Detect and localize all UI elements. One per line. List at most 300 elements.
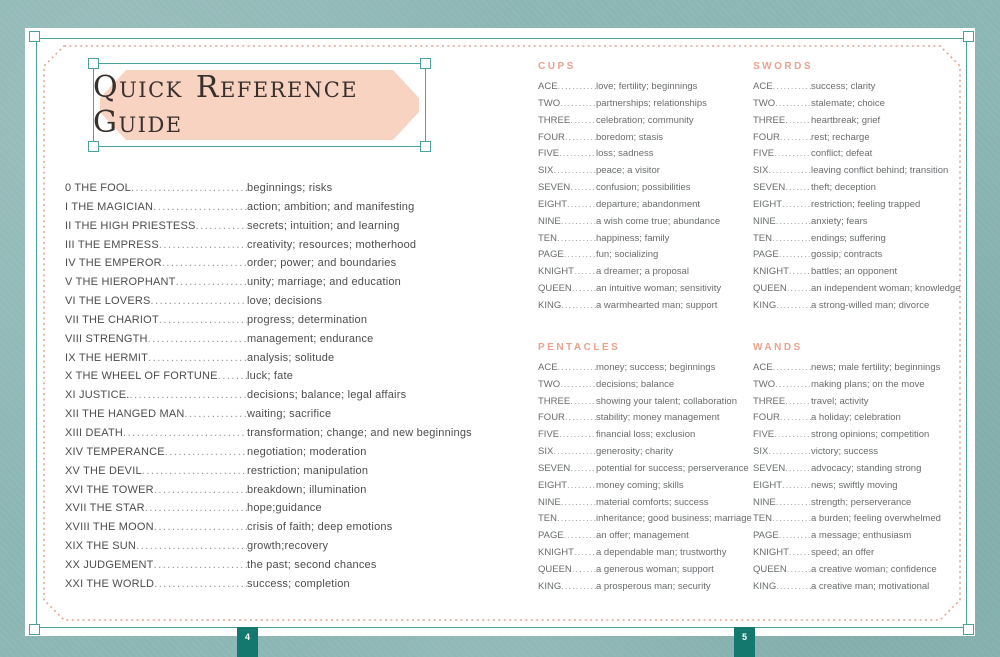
dot-leader: [574, 264, 596, 281]
minor-arcana-grid: [538, 61, 974, 596]
rank-lead: [753, 146, 811, 163]
rank-meaning: gossip; contracts: [811, 249, 883, 261]
card-meaning: secrets; intuition; and learning: [247, 219, 400, 232]
card-meaning: the past; second chances: [247, 558, 377, 571]
rank-name: KNIGHT: [538, 547, 574, 559]
dot-leader: [145, 499, 247, 518]
rank-meaning: showing your talent; collaboration: [596, 395, 738, 407]
card-name: VIII STRENGTH: [65, 332, 148, 345]
rank-lead: [753, 113, 811, 130]
rank-meaning: partnerships; relationships: [596, 97, 707, 109]
major-arcana-row: [65, 518, 501, 537]
rank-lead: [538, 197, 596, 214]
rank-name: THREE: [538, 395, 571, 407]
rank-meaning: strength; perserverance: [811, 496, 912, 508]
corner-knot-icon: [29, 31, 40, 42]
rank-meaning: decisions; balance: [596, 378, 675, 390]
rank-lead: [753, 461, 811, 478]
rank-meaning: a creative woman; confidence: [811, 563, 937, 575]
dot-leader: [557, 511, 596, 528]
dot-leader: [558, 360, 596, 377]
rank-meaning: confusion; possibilities: [596, 182, 691, 194]
dot-leader: [768, 163, 811, 180]
rank-lead: [753, 163, 811, 180]
dot-leader: [136, 537, 247, 556]
suit-row: [753, 96, 974, 113]
dot-leader: [159, 311, 247, 330]
suit-row: [753, 444, 974, 461]
rank-lead: [538, 360, 596, 377]
card-meaning: analysis; solitude: [247, 351, 335, 364]
rank-lead: [538, 562, 596, 579]
rank-name: NINE: [538, 215, 561, 227]
dot-leader: [154, 556, 247, 575]
rank-name: KING: [538, 580, 562, 592]
rank-name: FIVE: [753, 429, 775, 441]
rank-name: TWO: [538, 97, 561, 109]
card-lead: [65, 254, 247, 273]
dot-leader: [561, 579, 596, 596]
rank-meaning: theft; deception: [811, 182, 876, 194]
suit-row: [538, 360, 750, 377]
card-name: XVI THE TOWER: [65, 483, 154, 496]
dot-leader: [789, 545, 811, 562]
dot-leader: [768, 444, 811, 461]
rank-name: KNIGHT: [753, 547, 789, 559]
major-arcana-row: [65, 273, 501, 292]
suit-row: [753, 197, 974, 214]
rank-meaning: restriction; feeling trapped: [811, 198, 921, 210]
rank-meaning: travel; activity: [811, 395, 869, 407]
dot-leader: [785, 394, 811, 411]
card-lead: [65, 462, 247, 481]
dot-leader: [787, 281, 811, 298]
major-arcana-row: [65, 330, 501, 349]
rank-lead: [538, 478, 596, 495]
card-meaning: creativity; resources; motherhood: [247, 238, 417, 251]
card-meaning: restriction; manipulation: [247, 464, 369, 477]
rank-name: PAGE: [538, 249, 564, 261]
suit-row: [538, 528, 750, 545]
rank-lead: [538, 214, 596, 231]
rank-meaning: news; male fertility; beginnings: [811, 361, 941, 373]
card-name: XV THE DEVIL: [65, 464, 142, 477]
dot-leader: [159, 236, 247, 255]
suit-row: [538, 146, 750, 163]
rank-meaning: stalemate; choice: [811, 97, 885, 109]
card-lead: [65, 311, 247, 330]
major-arcana-row: [65, 311, 501, 330]
rank-lead: [753, 478, 811, 495]
dot-leader: [196, 217, 247, 236]
rank-lead: [753, 360, 811, 377]
suit-row: [753, 427, 974, 444]
page-spread: [25, 28, 975, 636]
card-meaning: crisis of faith; deep emotions: [247, 521, 393, 534]
suit-row: [538, 495, 750, 512]
card-meaning: decisions; balance; legal affairs: [247, 389, 407, 402]
rank-meaning: material comforts; success: [596, 496, 709, 508]
suit-row: [753, 180, 974, 197]
rank-name: FIVE: [753, 148, 775, 160]
suit-row: [753, 214, 974, 231]
suit-row: [538, 427, 750, 444]
rank-name: FIVE: [538, 429, 560, 441]
rank-lead: [753, 427, 811, 444]
suit-header: CUPS: [538, 61, 576, 72]
rank-lead: [753, 231, 811, 248]
corner-knot-icon: [963, 624, 974, 635]
card-name: XIX THE SUN: [65, 540, 137, 553]
dot-leader: [785, 180, 811, 197]
card-meaning: breakdown; illumination: [247, 483, 367, 496]
suit-row: [753, 163, 974, 180]
major-arcana-row: [65, 198, 501, 217]
suit-row: [538, 394, 750, 411]
card-meaning: beginnings; risks: [247, 182, 333, 194]
card-name: XVII THE STAR: [65, 502, 145, 515]
rank-meaning: a generous woman; support: [596, 563, 714, 575]
rank-lead: [753, 495, 811, 512]
rank-lead: [753, 214, 811, 231]
rank-meaning: a creative man; motivational: [811, 580, 930, 592]
rank-name: NINE: [538, 496, 561, 508]
rank-lead: [753, 264, 811, 281]
dot-leader: [153, 198, 247, 217]
dot-leader: [553, 163, 596, 180]
rank-name: TWO: [753, 97, 776, 109]
card-lead: [65, 405, 247, 424]
dot-leader: [559, 146, 596, 163]
rank-name: ACE: [753, 81, 773, 92]
card-meaning: success; completion: [247, 577, 350, 590]
major-arcana-row: [65, 462, 501, 481]
rank-name: ACE: [538, 361, 558, 373]
suit-row: [753, 79, 974, 96]
suit-header: WANDS: [753, 341, 803, 353]
dot-leader: [787, 562, 811, 579]
suit-row: [753, 298, 974, 315]
dot-leader: [785, 461, 811, 478]
rank-lead: [538, 163, 596, 180]
dot-leader: [218, 367, 247, 386]
dot-leader: [558, 79, 596, 96]
rank-name: FIVE: [538, 148, 560, 160]
card-meaning: hope;guidance: [247, 502, 322, 515]
card-name: IX THE HERMIT: [65, 351, 149, 364]
corner-knot-icon: [29, 624, 40, 635]
dot-leader: [142, 462, 247, 481]
card-meaning: progress; determination: [247, 313, 368, 326]
suit-row: [753, 113, 974, 130]
dot-leader: [561, 214, 596, 231]
dot-leader: [130, 386, 247, 405]
rank-lead: [538, 579, 596, 596]
suit-row: [538, 562, 750, 579]
dot-leader: [559, 427, 596, 444]
rank-lead: [538, 528, 596, 545]
rank-name: KING: [753, 580, 777, 592]
dot-leader: [574, 545, 596, 562]
rank-name: SEVEN: [753, 182, 786, 194]
rank-name: QUEEN: [753, 563, 787, 575]
suit-section: [753, 342, 974, 596]
rank-lead: [538, 146, 596, 163]
rank-meaning: departure; abandonment: [596, 198, 701, 210]
card-name: I THE MAGICIAN: [65, 200, 154, 213]
dot-leader: [785, 113, 811, 130]
rank-meaning: a burden; feeling overwhelmed: [811, 513, 941, 525]
card-meaning: management; endurance: [247, 332, 374, 345]
card-name: XIII DEATH: [65, 426, 124, 439]
major-arcana-row: [65, 236, 501, 255]
card-lead: [65, 198, 247, 217]
rank-name: THREE: [753, 114, 786, 126]
rank-meaning: speed; an offer: [811, 547, 875, 559]
rank-meaning: endings; suffering: [811, 232, 886, 244]
suit-row: [753, 231, 974, 248]
rank-lead: [753, 410, 811, 427]
rank-name: SIX: [753, 165, 769, 177]
card-lead: [65, 537, 247, 556]
rank-meaning: battles; an opponent: [811, 266, 898, 278]
rank-meaning: money; success; beginnings: [596, 361, 716, 373]
dot-leader: [131, 179, 247, 198]
rank-name: TWO: [538, 378, 561, 390]
card-name: VII THE CHARIOT: [65, 313, 159, 326]
suit-row: [753, 461, 974, 478]
rank-lead: [538, 377, 596, 394]
rank-lead: [538, 394, 596, 411]
suit-row: [538, 113, 750, 130]
rank-name: SIX: [538, 165, 554, 177]
card-meaning: love; decisions: [247, 295, 323, 308]
suit-row: [753, 130, 974, 147]
dot-leader: [553, 444, 596, 461]
suit-row: [753, 360, 974, 377]
page-title: Quick Reference Guide: [93, 70, 359, 140]
rank-name: PAGE: [753, 249, 779, 261]
card-name: IV THE EMPEROR: [65, 257, 162, 270]
major-arcana-row: [65, 386, 501, 405]
rank-meaning: love; fertility; beginnings: [596, 81, 698, 92]
rank-lead: [753, 562, 811, 579]
dot-leader: [776, 214, 811, 231]
card-name: XVIII THE MOON: [65, 521, 154, 534]
rank-lead: [538, 180, 596, 197]
rank-meaning: an independent woman; knowledge: [811, 283, 961, 295]
major-arcana-row: [65, 349, 501, 368]
dot-leader: [572, 281, 596, 298]
suit-row: [753, 579, 974, 596]
suit-row: [753, 495, 974, 512]
rank-lead: [753, 579, 811, 596]
rank-name: SEVEN: [538, 182, 571, 194]
suit-items: [538, 360, 750, 596]
rank-name: EIGHT: [538, 198, 568, 210]
rank-meaning: potential for success; perserverance: [596, 462, 749, 474]
rank-lead: [753, 130, 811, 147]
card-lead: [65, 367, 247, 386]
rank-name: SEVEN: [753, 462, 786, 474]
rank-name: SIX: [753, 446, 769, 458]
suit-row: [753, 410, 974, 427]
dot-leader: [165, 443, 247, 462]
dot-leader: [774, 146, 811, 163]
suit-row: [538, 461, 750, 478]
card-lead: [65, 349, 247, 368]
suit-row: [538, 579, 750, 596]
major-arcana-row: [65, 443, 501, 462]
rank-meaning: leaving conflict behind; transition: [811, 165, 949, 177]
dot-leader: [560, 377, 596, 394]
rank-lead: [753, 545, 811, 562]
rank-name: PAGE: [538, 530, 564, 542]
suit-row: [753, 562, 974, 579]
rank-name: THREE: [538, 114, 571, 126]
suit-items: [538, 79, 750, 315]
card-meaning: growth;recovery: [247, 540, 329, 553]
dot-leader: [570, 461, 596, 478]
rank-name: QUEEN: [753, 283, 787, 295]
rank-meaning: a dreamer; a proposal: [596, 266, 689, 278]
rank-lead: [538, 461, 596, 478]
rank-name: KNIGHT: [753, 266, 789, 278]
rank-lead: [538, 130, 596, 147]
card-lead: [65, 217, 247, 236]
suit-row: [753, 545, 974, 562]
rank-name: EIGHT: [753, 198, 783, 210]
rank-meaning: strong opinions; competition: [811, 429, 930, 441]
dot-leader: [789, 264, 811, 281]
suit-row: [538, 478, 750, 495]
dot-leader: [154, 575, 247, 594]
rank-lead: [538, 264, 596, 281]
rank-meaning: generosity; charity: [596, 446, 674, 458]
dot-leader: [154, 481, 247, 500]
suit-header: PENTACLES: [538, 341, 621, 353]
suit-section: [753, 61, 974, 315]
dot-leader: [148, 349, 247, 368]
suit-row: [538, 180, 750, 197]
rank-meaning: a wish come true; abundance: [596, 215, 721, 227]
dot-leader: [775, 96, 811, 113]
dot-leader: [779, 528, 811, 545]
rank-name: FOUR: [538, 131, 565, 143]
rank-name: TEN: [538, 513, 557, 525]
rank-lead: [753, 79, 811, 96]
dot-leader: [570, 394, 596, 411]
rank-meaning: a holiday; celebration: [811, 412, 901, 424]
rank-name: ACE: [538, 81, 558, 92]
rank-name: FOUR: [538, 412, 565, 424]
dot-leader: [775, 377, 811, 394]
dot-leader: [151, 292, 247, 311]
card-lead: [65, 443, 247, 462]
rank-name: KING: [753, 299, 777, 311]
suit-row: [753, 394, 974, 411]
suit-row: [538, 79, 750, 96]
rank-meaning: heartbreak; grief: [811, 114, 881, 126]
rank-meaning: happiness; family: [596, 232, 670, 244]
suit-row: [753, 247, 974, 264]
card-name: VI THE LOVERS: [65, 295, 151, 308]
rank-lead: [538, 79, 596, 96]
suit-row: [753, 377, 974, 394]
card-lead: [65, 292, 247, 311]
rank-meaning: conflict; defeat: [811, 148, 873, 160]
rank-name: SEVEN: [538, 462, 571, 474]
suit-row: [753, 146, 974, 163]
card-name: XX JUDGEMENT: [65, 558, 154, 571]
card-lead: [65, 236, 247, 255]
card-name: XI JUSTICE.: [65, 389, 130, 402]
card-meaning: negotiation; moderation: [247, 445, 367, 458]
suit-row: [538, 214, 750, 231]
dot-leader: [782, 478, 811, 495]
rank-lead: [753, 96, 811, 113]
rank-meaning: rest; recharge: [811, 131, 870, 143]
major-arcana-row: [65, 217, 501, 236]
rank-lead: [538, 545, 596, 562]
suit-row: [538, 545, 750, 562]
title-banner: [93, 63, 426, 147]
dot-leader: [560, 96, 596, 113]
rank-meaning: victory; success: [811, 446, 879, 458]
rank-name: QUEEN: [538, 283, 572, 295]
suit-row: [538, 281, 750, 298]
dot-leader: [564, 247, 596, 264]
rank-lead: [538, 427, 596, 444]
rank-lead: [538, 298, 596, 315]
rank-name: EIGHT: [753, 479, 783, 491]
dot-leader: [561, 298, 596, 315]
rank-name: TEN: [753, 232, 772, 244]
rank-lead: [538, 231, 596, 248]
rank-meaning: making plans; on the move: [811, 378, 925, 390]
rank-meaning: advocacy; standing strong: [811, 462, 922, 474]
dot-leader: [780, 410, 811, 427]
suit-row: [538, 231, 750, 248]
rank-lead: [538, 247, 596, 264]
suit-row: [538, 511, 750, 528]
major-arcana-row: [65, 292, 501, 311]
rank-meaning: financial loss; exclusion: [596, 429, 696, 441]
suit-row: [753, 281, 974, 298]
dot-leader: [564, 528, 596, 545]
major-arcana-row: [65, 179, 501, 198]
dot-leader: [776, 579, 811, 596]
card-meaning: waiting; sacrifice: [247, 408, 332, 421]
suit-row: [538, 96, 750, 113]
card-lead: [65, 386, 247, 405]
rank-meaning: an offer; management: [596, 530, 689, 542]
major-arcana-row: [65, 537, 501, 556]
dot-leader: [567, 197, 596, 214]
dot-leader: [185, 405, 247, 424]
rank-meaning: loss; sadness: [596, 148, 654, 160]
rank-lead: [753, 180, 811, 197]
card-name: III THE EMPRESS: [65, 238, 159, 251]
rank-name: FOUR: [753, 131, 780, 143]
rank-name: EIGHT: [538, 479, 568, 491]
dot-leader: [567, 478, 596, 495]
suit-row: [538, 377, 750, 394]
dot-leader: [570, 180, 596, 197]
page-number-left-tab: 4: [237, 627, 258, 657]
rank-name: FOUR: [753, 412, 780, 424]
card-meaning: action; ambition; and manifesting: [247, 200, 415, 213]
